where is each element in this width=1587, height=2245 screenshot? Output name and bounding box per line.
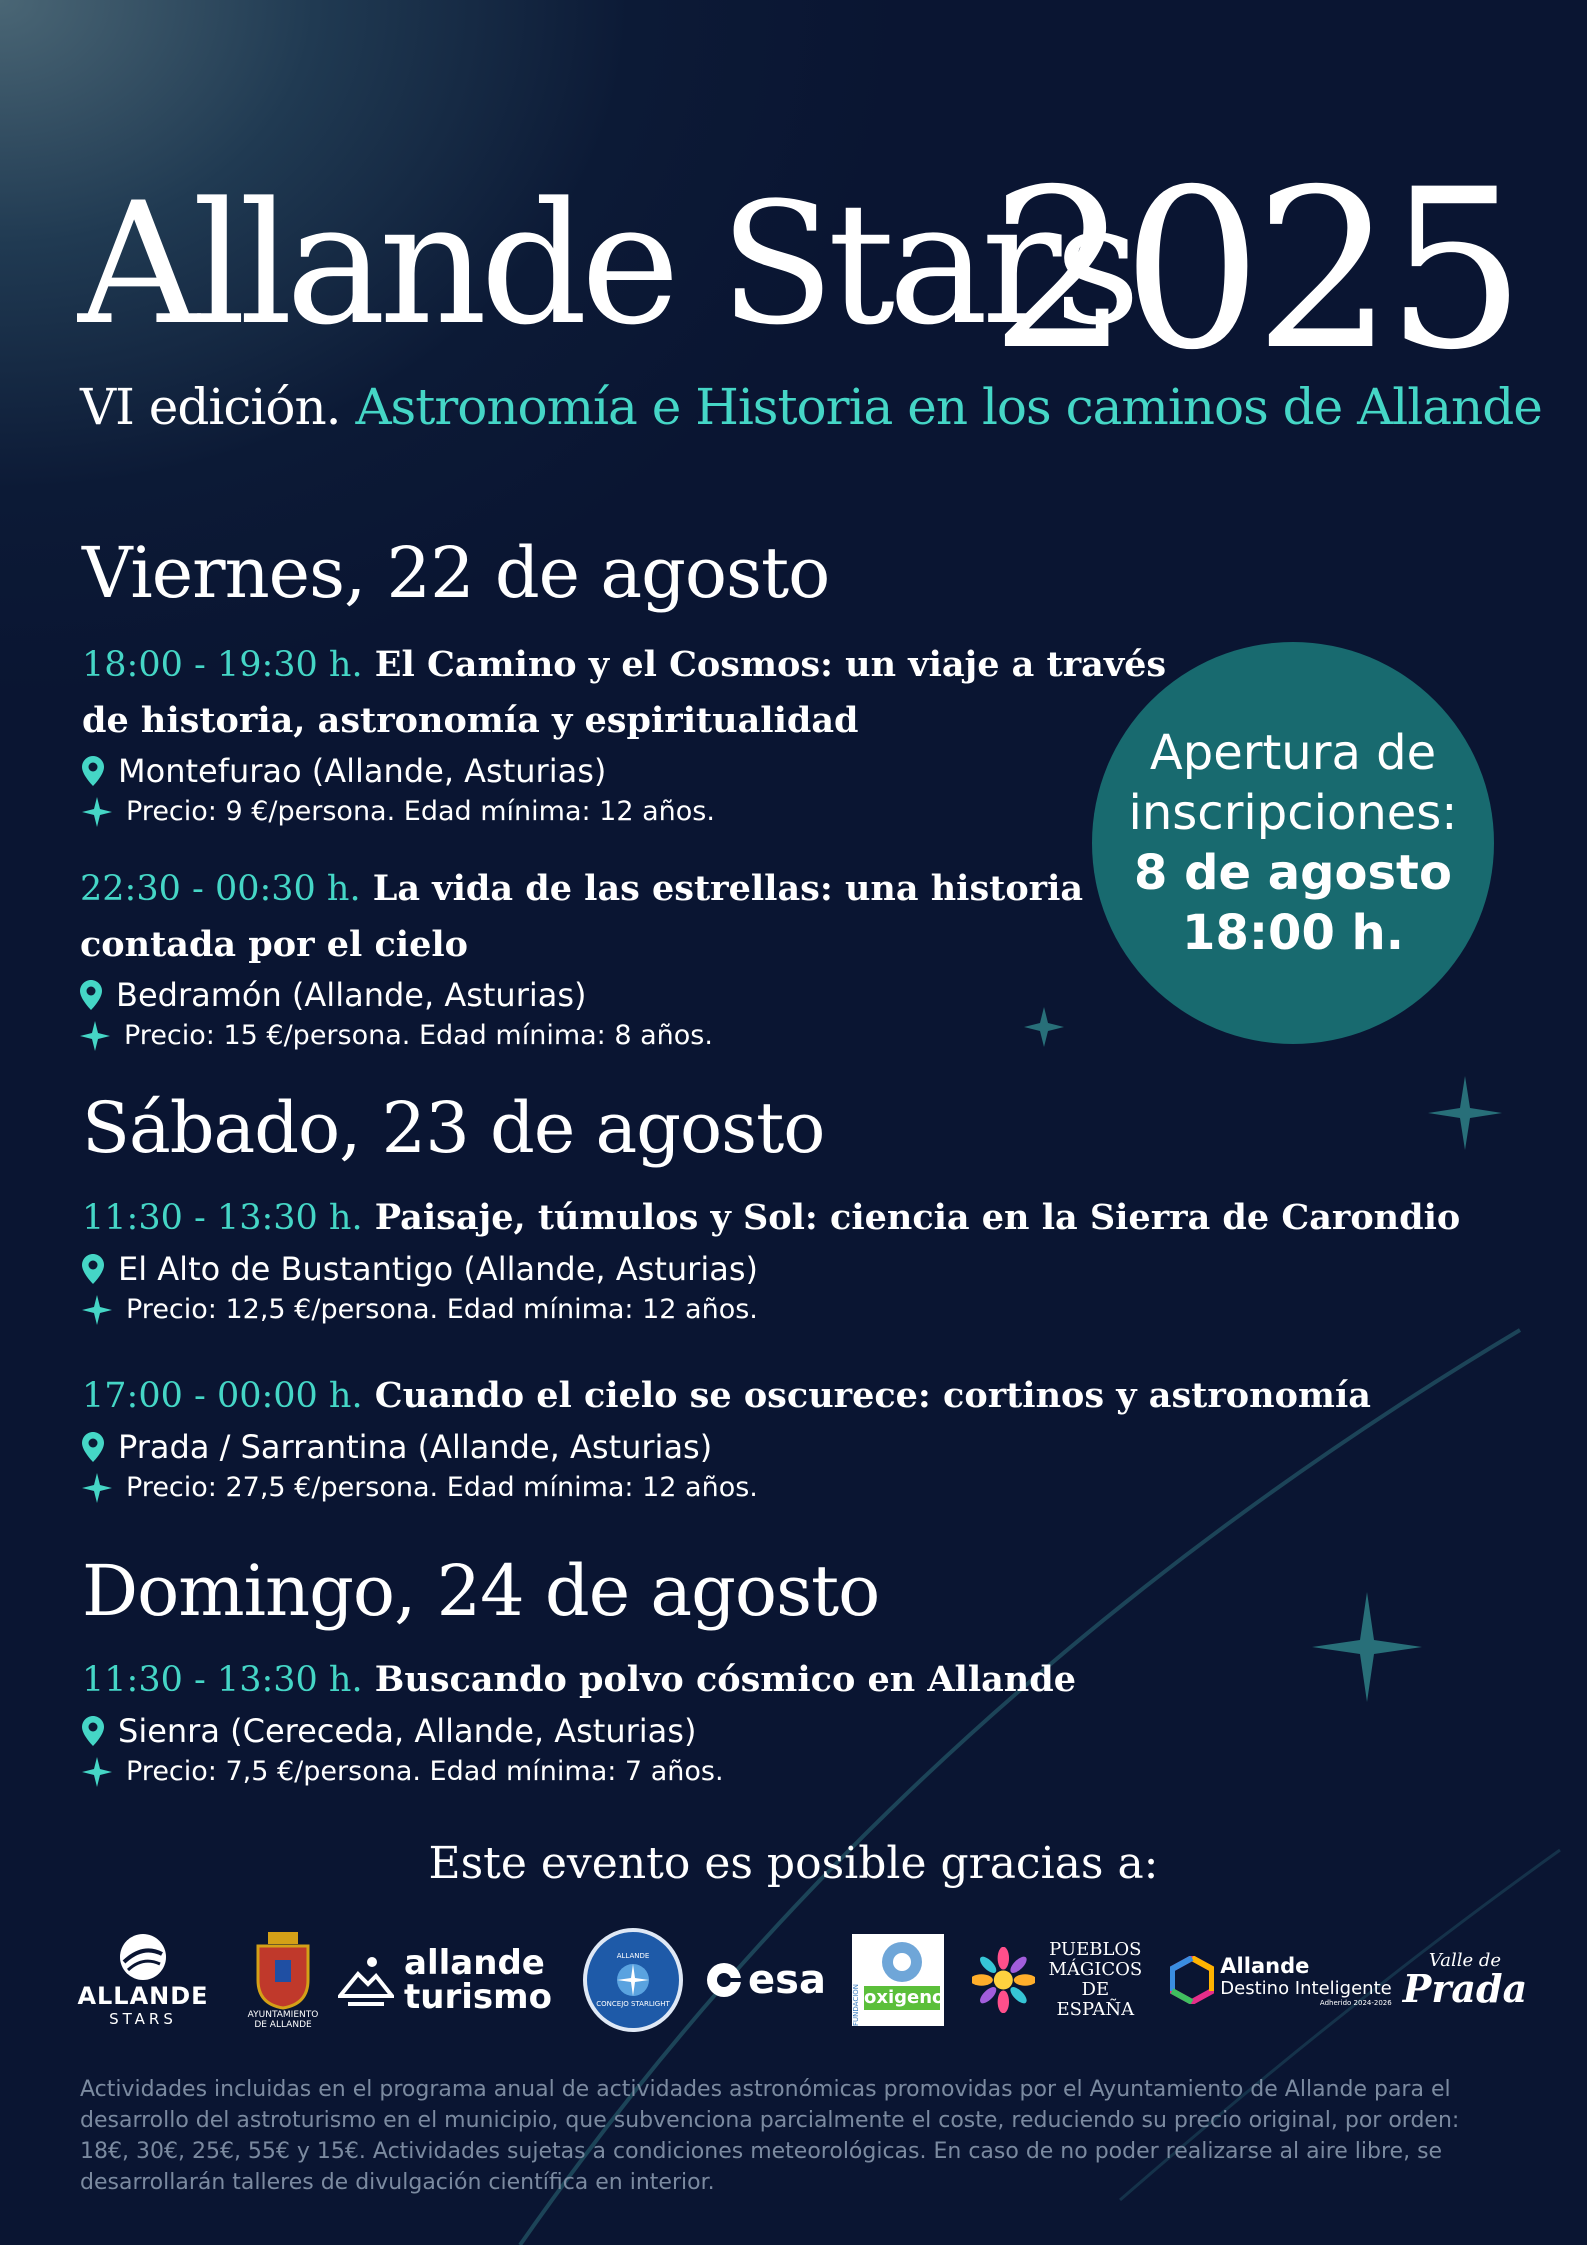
event-title-line2: contada por el cielo: [80, 924, 468, 965]
sparkle-icon: [82, 1757, 112, 1787]
event-item: [82, 1652, 1076, 1787]
pueblos-magicos-logo: PUEBLOS MÁGICOS DE ESPAÑA: [972, 1920, 1148, 2040]
event-time: 11:30 - 13:30 h.: [82, 1660, 363, 1700]
event-location: El Alto de Bustantigo (Allande, Asturias): [118, 1250, 758, 1288]
sparkle-icon: [82, 797, 112, 827]
ayuntamiento-logo: AYUNTAMIENTO DE ALLANDE: [238, 1920, 328, 2040]
event-price: Precio: 12,5 €/persona. Edad mínima: 12 años.: [126, 1294, 758, 1325]
esa-icon: [706, 1962, 742, 1998]
fundacion-oxigeno-logo: FUNDACIÓN oxigeno: [850, 1920, 946, 2040]
mountain-moon-icon: [338, 1952, 394, 2008]
event-price: Precio: 15 €/persona. Edad mínima: 8 años.: [124, 1020, 713, 1051]
event-location: Bedramón (Allande, Asturias): [116, 976, 587, 1014]
registration-badge: [1092, 642, 1494, 1044]
event-title: La vida de las estrellas: una historia: [372, 868, 1084, 909]
registration-line2: inscripciones:: [1128, 785, 1458, 841]
location-pin-icon: [82, 1716, 104, 1746]
sparkle-icon: [82, 1473, 112, 1503]
allande-destino-logo: Allande Destino Inteligente Adherido 2024-2026: [1168, 1920, 1394, 2040]
event-location: Montefurao (Allande, Asturias): [118, 752, 607, 790]
registration-line1: Apertura de: [1149, 725, 1437, 781]
location-pin-icon: [82, 1432, 104, 1462]
location-pin-icon: [82, 756, 104, 786]
event-time: 17:00 - 00:00 h.: [82, 1376, 363, 1416]
concejo-starlight-logo: ALLANDE CONCEJO STARLIGHT: [583, 1920, 683, 2040]
flower-icon: [972, 1947, 1035, 2013]
allande-stars-icon: [118, 1932, 168, 1982]
event-price: Precio: 9 €/persona. Edad mínima: 12 años.: [126, 796, 715, 827]
registration-date: 8 de agosto: [1134, 845, 1452, 901]
location-pin-icon: [82, 1254, 104, 1284]
coat-of-arms-icon: [253, 1930, 313, 2010]
valle-prada-logo: Valle de Prada: [1402, 1950, 1528, 2011]
event-title: Cuando el cielo se oscurece: cortinos y astronomía: [374, 1375, 1371, 1416]
registration-time: 18:00 h.: [1182, 905, 1404, 961]
event-item: [80, 861, 1083, 1051]
event-item: [82, 1368, 1371, 1503]
esa-logo: esa: [706, 1920, 826, 2040]
event-year: 2025: [990, 142, 1518, 398]
disclaimer-text: Actividades incluidas en el programa anual de actividades astronómicas promovidas por el Ayuntamiento de Allande para el desarrollo del astroturismo en el municipio, que subvenciona parcialmente el coste, reduciendo su precio original, por orden: 18€, 30€, 25€, 55€ y 15€. Actividades sujetas a condiciones meteorológicas. En caso de no poder realizarse al aire libre, se desarrollarán talleres de divulgación científica en interior.: [80, 2077, 1460, 2195]
oxigeno-icon: [866, 1938, 938, 1986]
event-time: 18:00 - 19:30 h.: [82, 645, 363, 685]
allande-stars-logo: ALLANDE STARS: [78, 1920, 208, 2040]
hexagon-icon: [1170, 1956, 1214, 2004]
allande-turismo-logo: allande turismo: [332, 1920, 558, 2040]
event-time: 22:30 - 00:30 h.: [80, 869, 361, 909]
sparkle-icon: [82, 1295, 112, 1325]
event-item: [82, 1190, 1460, 1325]
event-price: Precio: 27,5 €/persona. Edad mínima: 12 años.: [126, 1472, 758, 1503]
location-pin-icon: [80, 980, 102, 1010]
sparkle-icon: [80, 1021, 110, 1051]
event-location: Prada / Sarrantina (Allande, Asturias): [118, 1428, 713, 1466]
event-title: Paisaje, túmulos y Sol: ciencia en la Sierra de Carondio: [374, 1197, 1461, 1238]
edition-label: VI edición.: [80, 378, 341, 436]
day-heading-saturday: Sábado, 23 de agosto: [82, 1087, 825, 1169]
sponsors-heading: Este evento es posible gracias a:: [428, 1838, 1159, 1889]
event-title: Allande Stars: [78, 166, 1134, 362]
subtitle: [80, 378, 1542, 436]
event-location: Sienra (Cereceda, Allande, Asturias): [118, 1712, 697, 1750]
event-item: [82, 637, 1166, 827]
tagline: Astronomía e Historia en los caminos de Allande: [355, 378, 1542, 436]
event-title: El Camino y el Cosmos: un viaje a través: [374, 644, 1167, 685]
star-icon: [1024, 1007, 1502, 1702]
day-heading-friday: Viernes, 22 de agosto: [82, 532, 830, 614]
day-heading-sunday: Domingo, 24 de agosto: [82, 1550, 880, 1632]
event-time: 11:30 - 13:30 h.: [82, 1198, 363, 1238]
event-price: Precio: 7,5 €/persona. Edad mínima: 7 años.: [126, 1756, 724, 1787]
event-title-line2: de historia, astronomía y espiritualidad: [82, 700, 859, 741]
starlight-globe-icon: [613, 1960, 653, 2000]
event-title: Buscando polvo cósmico en Allande: [374, 1659, 1076, 1700]
